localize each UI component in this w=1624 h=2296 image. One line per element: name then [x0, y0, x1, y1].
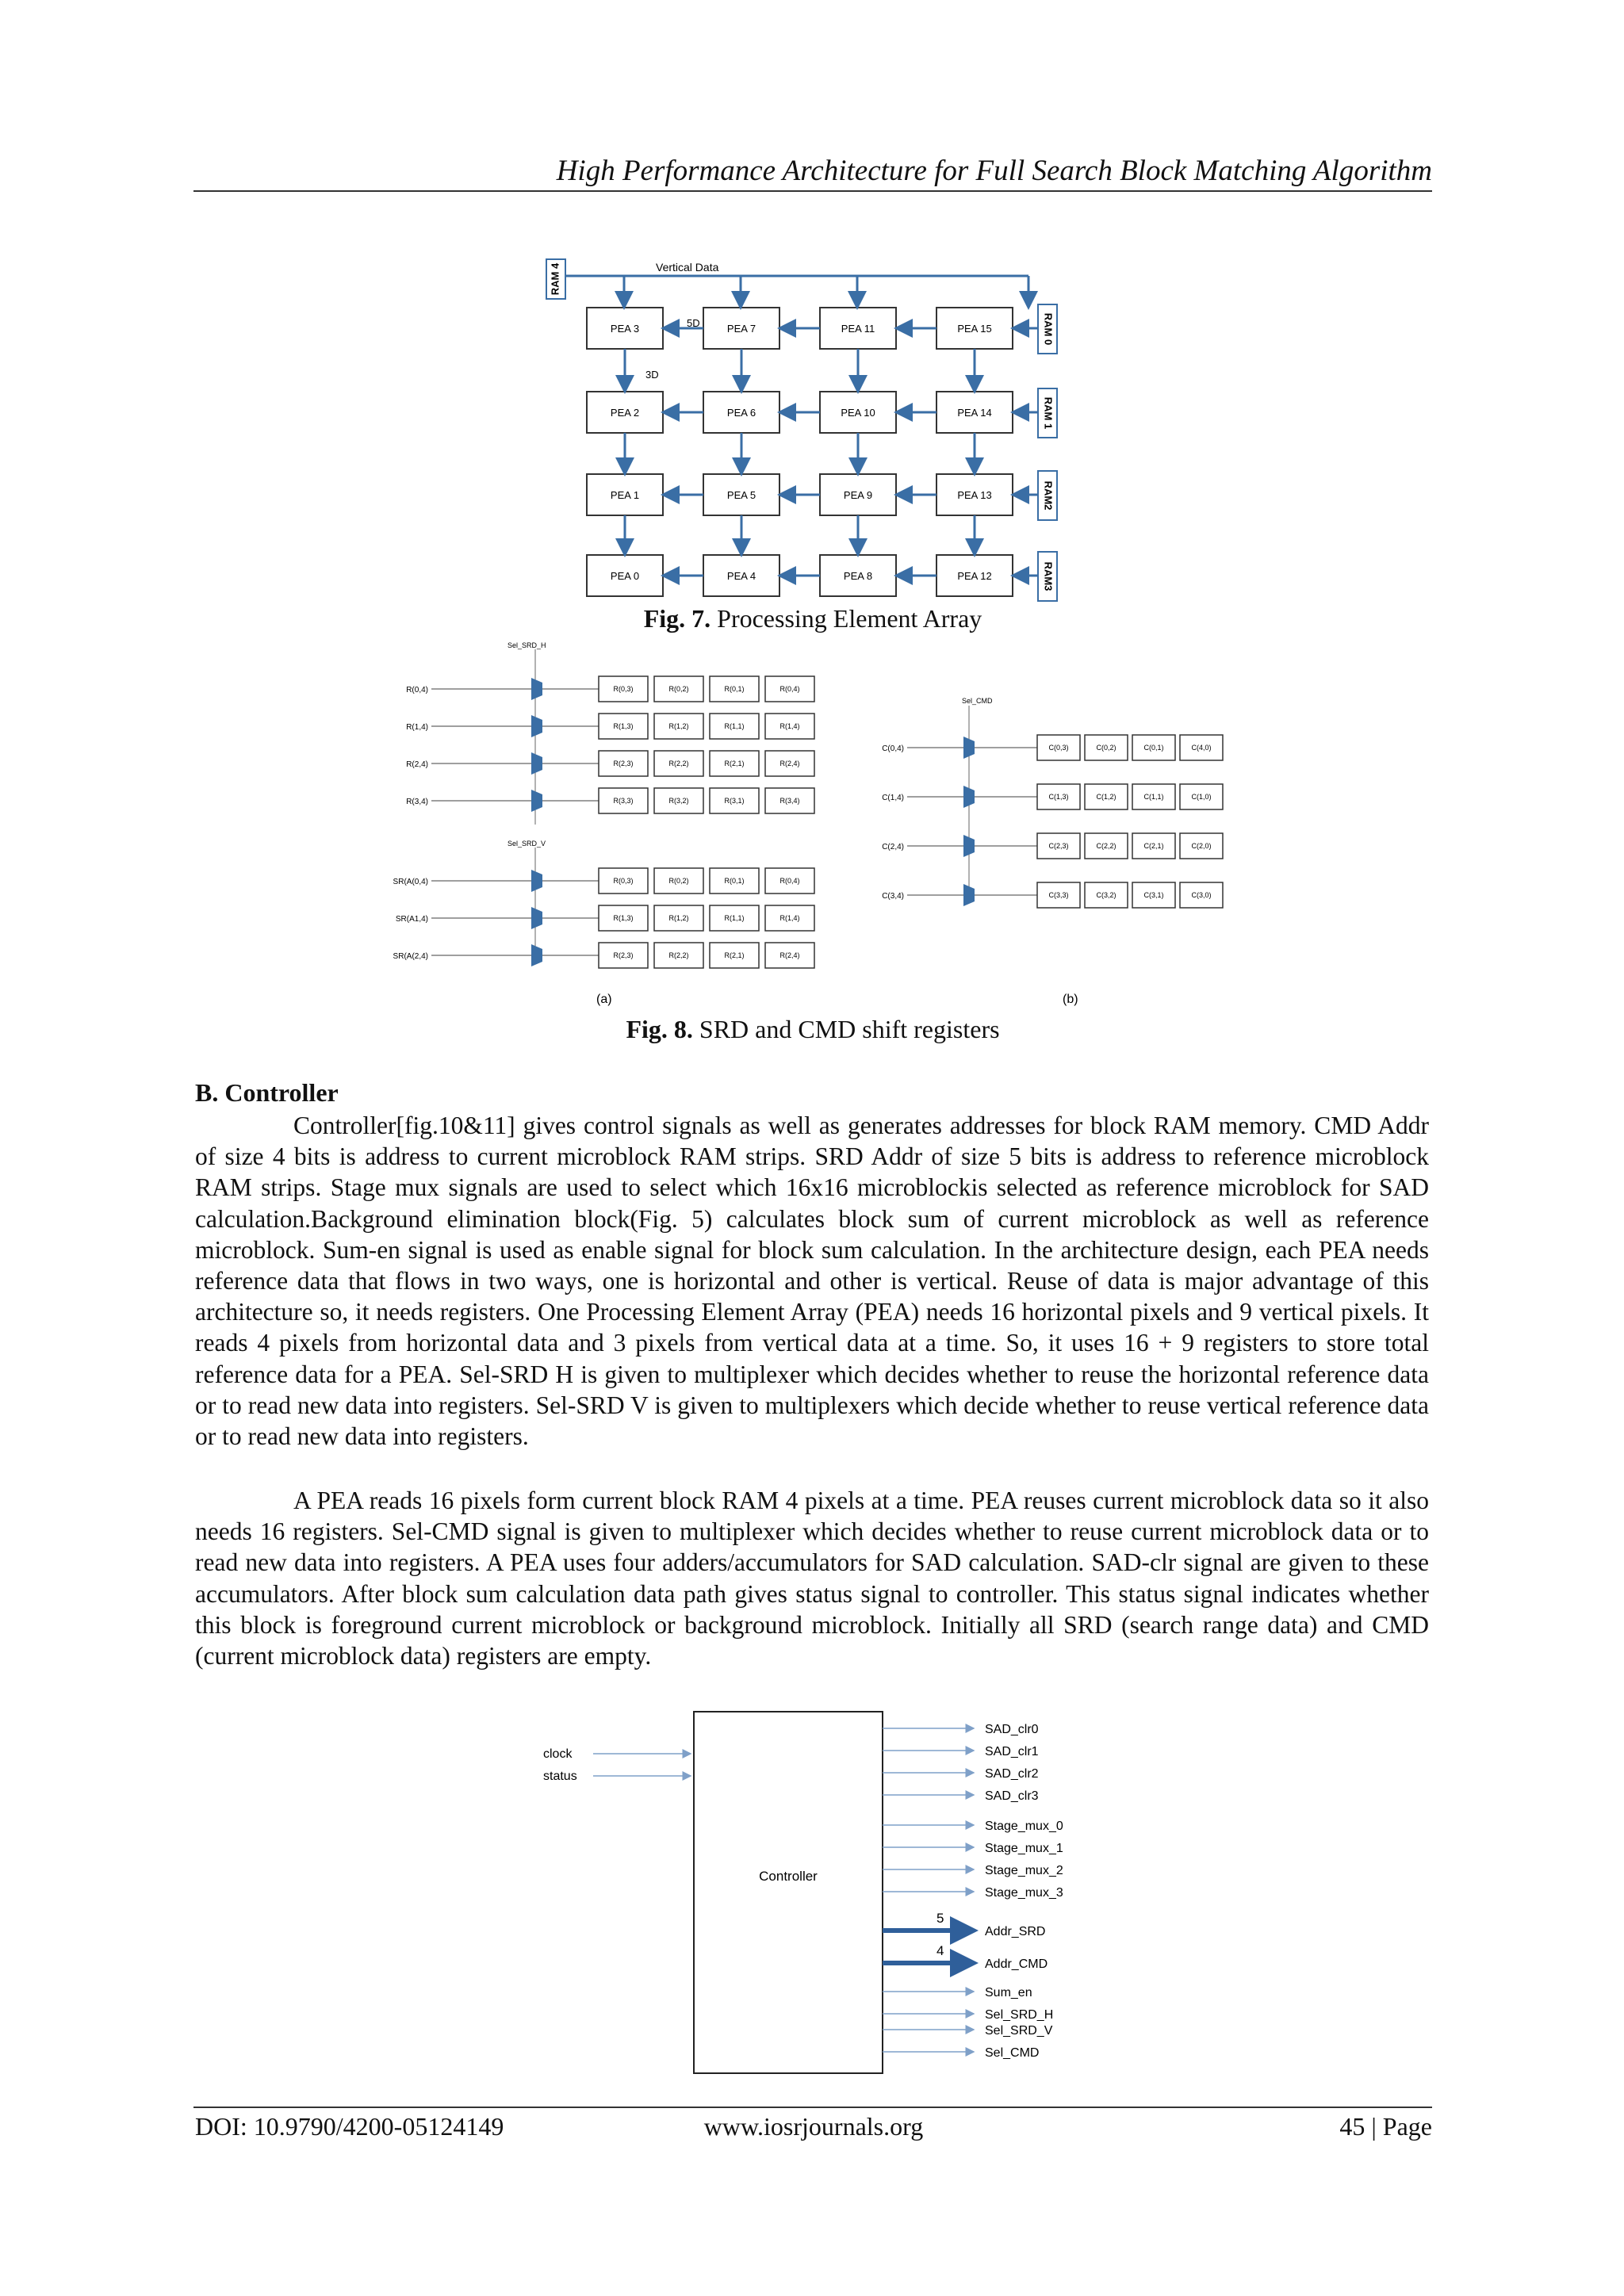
- reg-input-label: R(3,4): [406, 798, 428, 806]
- controller-output-label: Sel_CMD: [985, 2046, 1040, 2060]
- register-value: C(1,0): [1191, 793, 1212, 801]
- controller-output-label: Stage_mux_0: [985, 1820, 1063, 1833]
- sel-cmd-label: Sel_CMD: [962, 697, 993, 705]
- fig10-controller-diagram: [508, 1705, 1142, 2077]
- register-value: C(2,3): [1048, 842, 1069, 850]
- register-value: R(2,2): [668, 951, 689, 959]
- mux-symbol: [531, 752, 542, 775]
- controller-output-label: Stage_mux_3: [985, 1886, 1063, 1900]
- controller-output-label: SAD_clr0: [985, 1723, 1039, 1736]
- mux-symbol: [531, 678, 542, 700]
- register-value: R(0,4): [779, 685, 800, 693]
- register-value: R(0,3): [613, 877, 634, 885]
- reg-input-label: C(2,4): [882, 843, 904, 851]
- ram4-label: RAM 4: [549, 262, 561, 296]
- register-value: C(0,3): [1048, 744, 1069, 752]
- register-value: R(3,4): [779, 797, 800, 805]
- register-value: R(1,4): [779, 914, 800, 922]
- mux-symbol: [531, 790, 542, 812]
- reg-input-label: SR(A1,4): [395, 915, 428, 924]
- footer-site: www.iosrjournals.org: [703, 2112, 924, 2141]
- header-rule: [193, 190, 1432, 192]
- reg-input-label: R(1,4): [406, 723, 428, 732]
- controller-output-label: SAD_clr1: [985, 1745, 1039, 1758]
- register-value: C(4,0): [1191, 744, 1212, 752]
- register-value: C(0,2): [1096, 744, 1116, 752]
- fig8-caption: [193, 1015, 1432, 1044]
- pea-label: PEA 0: [610, 570, 640, 582]
- ram4-block: [546, 259, 565, 299]
- pea-label: PEA 8: [843, 570, 873, 582]
- register-value: R(2,1): [724, 951, 745, 959]
- mux-symbol: [531, 715, 542, 737]
- register-value: R(0,2): [668, 877, 689, 885]
- register-value: R(2,3): [613, 951, 634, 959]
- fig7-caption: [193, 604, 1432, 633]
- fig7-pea-diagram: [533, 247, 1088, 603]
- register-value: R(1,1): [724, 722, 745, 730]
- pea-label: PEA 12: [957, 570, 992, 582]
- reg-input-label: R(2,4): [406, 760, 428, 769]
- register-value: C(2,0): [1191, 842, 1212, 850]
- bus-width-srd: 5: [936, 1911, 944, 1926]
- pea-label: PEA 5: [726, 489, 756, 501]
- label-b: (b): [1063, 993, 1078, 1006]
- reg-input-label: C(3,4): [882, 892, 904, 901]
- pea-label: PEA 3: [610, 323, 640, 335]
- controller-input-label: clock: [543, 1747, 573, 1761]
- register-value: R(0,1): [724, 685, 745, 693]
- register-value: R(1,1): [724, 914, 745, 922]
- register-value: R(3,3): [613, 797, 634, 805]
- register-value: C(1,1): [1143, 793, 1164, 801]
- register-value: R(3,1): [724, 797, 745, 805]
- pea-label: PEA 13: [957, 489, 992, 501]
- paragraph-1: [195, 1110, 1429, 1452]
- label-5d: 5D: [687, 317, 700, 329]
- sel-srd-h-label: Sel_SRD_H: [508, 641, 546, 649]
- footer-doi: DOI: 10.9790/4200-05124149: [195, 2112, 504, 2141]
- fig7-caption-label: Fig. 7.: [643, 604, 711, 633]
- pea-label: PEA 1: [610, 489, 640, 501]
- pea-label: PEA 4: [726, 570, 756, 582]
- ram-label: RAM3: [1042, 561, 1055, 591]
- controller-input-label: status: [543, 1770, 577, 1783]
- fig8-caption-text: SRD and CMD shift registers: [692, 1015, 1000, 1043]
- register-value: R(1,2): [668, 722, 689, 730]
- controller-output-label: Addr_SRD: [985, 1925, 1046, 1938]
- register-value: R(2,4): [779, 951, 800, 959]
- paragraph-2: [195, 1485, 1429, 1671]
- register-value: C(3,3): [1048, 891, 1069, 899]
- register-value: R(3,2): [668, 797, 689, 805]
- pea-label: PEA 10: [841, 407, 875, 419]
- ram-label: RAM 1: [1042, 396, 1055, 430]
- controller-output-label: Sel_SRD_H: [985, 2008, 1054, 2022]
- register-value: R(0,2): [668, 685, 689, 693]
- register-value: C(2,1): [1143, 842, 1164, 850]
- register-value: C(3,0): [1191, 891, 1212, 899]
- register-value: R(2,2): [668, 760, 689, 767]
- register-value: C(1,3): [1048, 793, 1069, 801]
- label-a: (a): [596, 993, 612, 1006]
- register-value: R(1,4): [779, 722, 800, 730]
- fig8-shift-register-diagram: [381, 638, 1261, 1011]
- fig8-caption-label: Fig. 8.: [626, 1015, 693, 1043]
- pea-label: PEA 9: [843, 489, 873, 501]
- register-value: C(1,2): [1096, 793, 1116, 801]
- register-value: R(0,1): [724, 877, 745, 885]
- register-value: R(0,4): [779, 877, 800, 885]
- controller-output-label: Sum_en: [985, 1986, 1032, 1999]
- register-value: R(0,3): [613, 685, 634, 693]
- reg-input-label: SR(A(0,4): [393, 878, 428, 886]
- reg-input-label: SR(A(2,4): [393, 952, 428, 961]
- pea-label: PEA 14: [957, 407, 992, 419]
- controller-output-label: SAD_clr3: [985, 1789, 1039, 1803]
- paragraph-2-text: A PEA reads 16 pixels form current block RAM 4 pixels at a time. PEA reuses current microblock data so it also needs 16 registers. Sel-CMD signal is given to multiplexer which decides whether to reuse current microblock data or to read new data into registers. A PEA uses four adders/accumulators for SAD calculation. SAD-clr signal are given to these accumulators. After block sum calculation data path gives status signal to controller. This status signal indicates whether this block is foreground current microblock or background microblock. Initially all SRD (search range data) and CMD (current microblock data) registers are empty.: [195, 1487, 1429, 1670]
- register-value: C(3,1): [1143, 891, 1164, 899]
- controller-output-label: Stage_mux_1: [985, 1842, 1063, 1855]
- register-value: R(2,3): [613, 760, 634, 767]
- register-value: R(2,1): [724, 760, 745, 767]
- mux-symbol: [963, 884, 975, 906]
- pea-label: PEA 11: [841, 323, 875, 335]
- mux-symbol: [531, 870, 542, 892]
- footer-rule: [193, 2107, 1432, 2108]
- pea-label: PEA 7: [726, 323, 756, 335]
- sel-srd-v-label: Sel_SRD_V: [508, 840, 546, 848]
- reg-input-label: R(0,4): [406, 686, 428, 695]
- pea-label: PEA 15: [957, 323, 992, 335]
- mux-symbol: [963, 737, 975, 759]
- register-value: R(1,2): [668, 914, 689, 922]
- paragraph-1-text: Controller[fig.10&11] gives control signals as well as generates addresses for block RAM memory. CMD Addr of size 4 bits is address to current microblock RAM strips. SRD Addr of size 5 bits is address to reference microblock RAM strips. Stage mux signals are used to select which 16x16 microblockis selected as reference microblock for SAD calculation.Background elimination block(Fig. 5) calculates block sum of current microblock as well as reference microblock. Sum-en signal is used as enable signal for block sum calculation. In the architecture design, each PEA needs reference data that flows in two ways, one is horizontal and other is vertical. Reuse of data is major advantage of this architecture so, it needs registers. One Processing Element Array (PEA) needs 16 horizontal pixels and 9 vertical pixels. It reads 4 pixels from horizontal data and 3 pixels from vertical data at a time. So, it uses 16 + 9 registers to store total reference data for a PEA. Sel-SRD H is given to multiplexer which decides whether to reuse the horizontal reference data or to read new data into registers. Sel-SRD V is given to multiplexers which decide whether to reuse vertical reference data or to read new data into registers.: [195, 1112, 1429, 1451]
- register-value: R(1,3): [613, 722, 634, 730]
- running-header: High Performance Architecture for Full Search Block Matching Algorithm: [556, 155, 1432, 187]
- reg-input-label: C(0,4): [882, 744, 904, 753]
- pea-label: PEA 6: [726, 407, 756, 419]
- label-3d: 3D: [645, 369, 659, 381]
- footer-page: 45 | Page: [1339, 2112, 1432, 2141]
- reg-input-label: C(1,4): [882, 794, 904, 802]
- mux-symbol: [531, 944, 542, 966]
- vertical-data-label: Vertical Data: [656, 261, 719, 274]
- ram-label: RAM 0: [1042, 312, 1055, 346]
- controller-block: [694, 1712, 883, 2073]
- mux-symbol: [963, 786, 975, 808]
- fig7-caption-text: Processing Element Array: [710, 604, 982, 633]
- mux-symbol: [963, 835, 975, 857]
- register-value: C(3,2): [1096, 891, 1116, 899]
- controller-output-label: SAD_clr2: [985, 1767, 1039, 1781]
- mux-symbol: [531, 907, 542, 929]
- section-heading: B. Controller: [195, 1078, 339, 1107]
- pea-label: PEA 2: [610, 407, 640, 419]
- controller-output-label: Stage_mux_2: [985, 1864, 1063, 1877]
- controller-output-label: Addr_CMD: [985, 1957, 1048, 1971]
- bus-width-cmd: 4: [936, 1943, 944, 1958]
- controller-label: Controller: [759, 1869, 818, 1884]
- register-value: R(1,3): [613, 914, 634, 922]
- register-value: C(2,2): [1096, 842, 1116, 850]
- register-value: C(0,1): [1143, 744, 1164, 752]
- ram-label: RAM2: [1042, 480, 1055, 511]
- register-value: R(2,4): [779, 760, 800, 767]
- controller-output-label: Sel_SRD_V: [985, 2024, 1053, 2038]
